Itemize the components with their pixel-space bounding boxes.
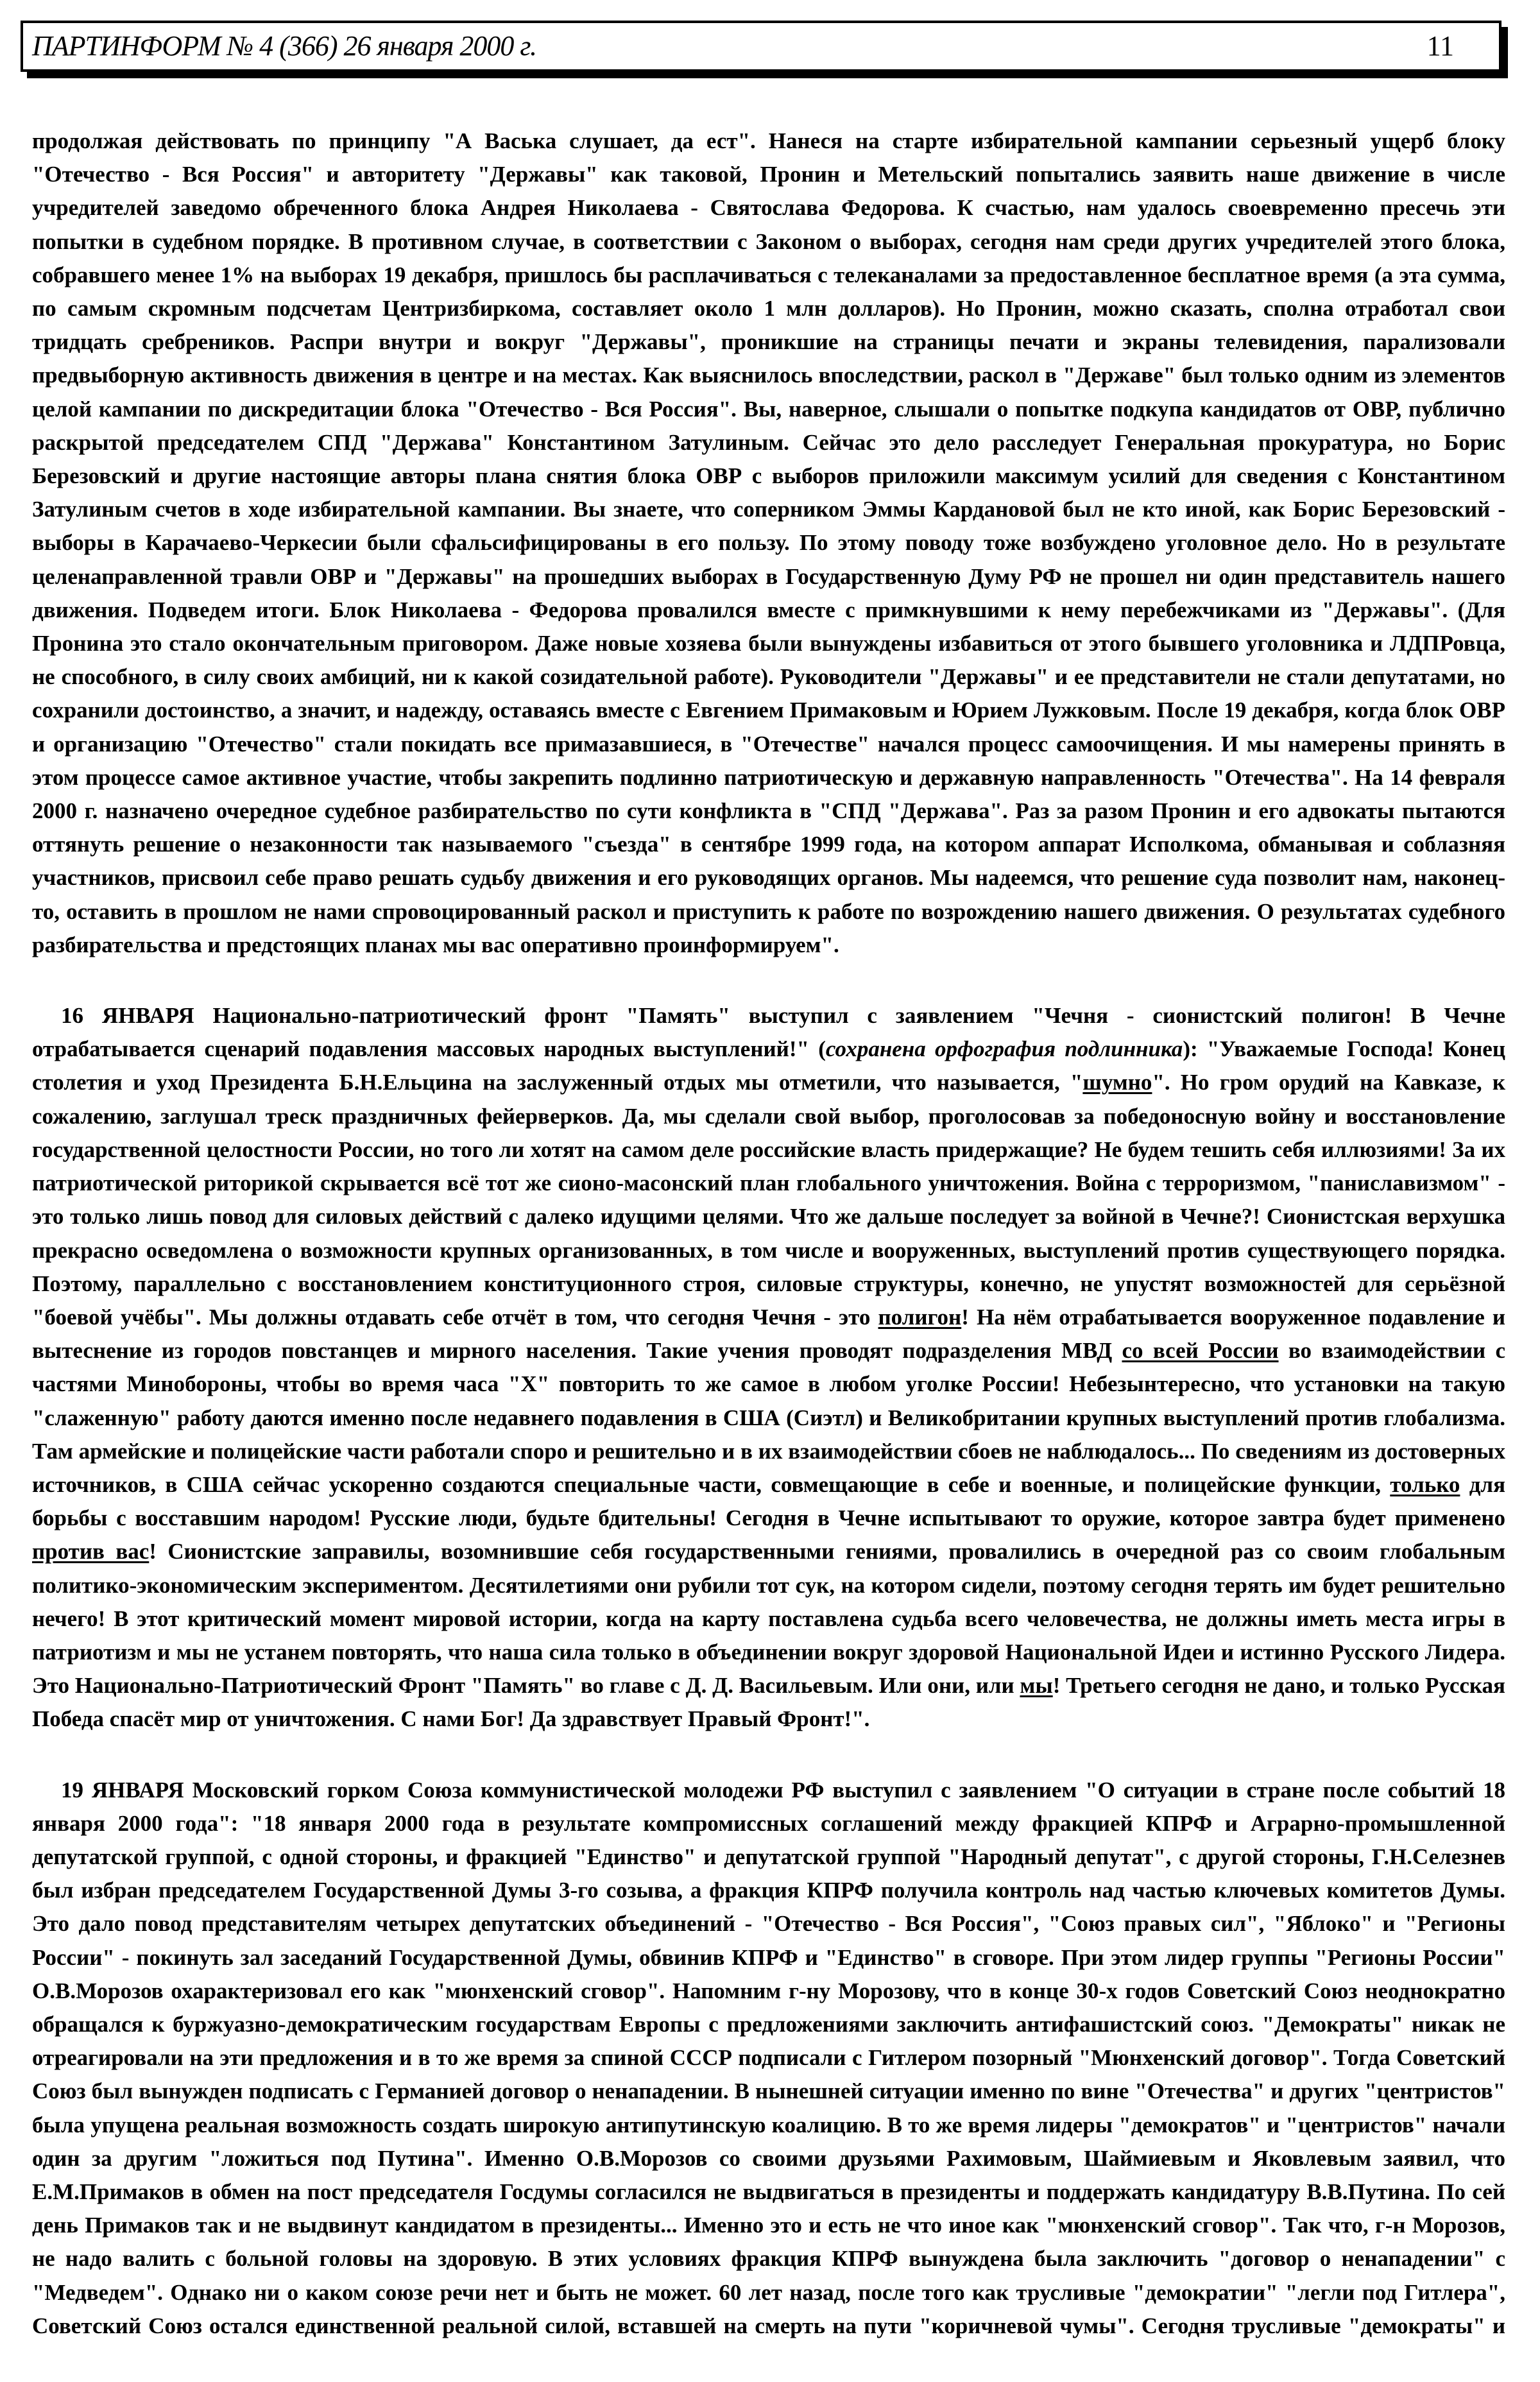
- page-header: [21, 21, 1502, 72]
- underlined-emphasis: шумно: [1082, 1070, 1152, 1095]
- underlined-emphasis: мы: [1020, 1673, 1053, 1699]
- text-segment: во взаимодействии с частями Минобороны, чтобы во время часа "Х" повторить то же самое в любом уголке России! Небезынтересно, что установки на такую "слаженную" работу даются именно после недавнего подавления в США (Сиэтл) и Великобритании крупных выступлений против глобализма. Там армейские и полицейские части работали споро и решительно и в их взаимодействии сбоев не наблюдалось... По сведениям из достоверных источников, в США сейчас ускоренно создаются специальные части, совмещающие в себе и военные, и полицейские функции,: [32, 1338, 1506, 1497]
- article-body: [32, 124, 1505, 2380]
- underlined-emphasis: со всей России: [1122, 1338, 1279, 1364]
- text-segment: для борьбы с восставшим народом! Русские люди, будьте бдительны! Сегодня в Чечне испытывают то оружие, которое завтра будет применено: [32, 1471, 1506, 1531]
- text-segment: ): "Уважаемые Господа! Конец столетия и уход Президента Б.Н.Ельцина на заслуженный отдых мы отметили, что называется, ": [32, 1036, 1505, 1095]
- paragraph-skm-statement: [32, 1774, 1505, 2343]
- text-segment: ". Но гром орудий на Кавказе, к сожалению, заглушал треск праздничных фейерверков. Да, мы сделали свой выбор, проголосовав за победоносную войну и восстановление государственной целостности России, но того ли хотят на самом деле российские власть придержащие? Не будем тешить себя иллюзиями! За их патриотической риторикой скрывается всё тот же сионо-масонский план глобального уничтожения. Война с терроризмом, "паниславизмом" - это только лишь повод для силовых действий с далеко идущими целями. Что же дальше последует за войной в Чечне?! Сионистская верхушка прекрасно осведомлена о возможности крупных организованных, в том числе и вооруженных, выступлений против существующего порядка. Поэтому, параллельно с восстановлением конституционного строя, силовые структуры, конечно, не упустят возможностей для серьёзной "боевой учёбы". Мы должны отдавать себе отчёт в том, что сегодня Чечня - это: [32, 1070, 1505, 1330]
- text-segment: ! Третьего сегодня не дано, и только Русская Победа спасёт мир от уничтожения. С нами Бог! Да здравствует Правый Фронт!".: [32, 1673, 1505, 1732]
- text-segment: 19 ЯНВАРЯ Московский горком Союза коммунистической молодежи РФ выступил с заявлением "О ситуации в стране после событий 18 января 2000 года": "18 января 2000 года в результате компромиссных соглашений между фракцией КПРФ и Аграрно-промышленной депутатской группой, с одной стороны, и фракцией "Единство" и депутатской группой "Народный депутат", с другой стороны, Г.Н.Селезнев был избран председателем Государственной Думы 3-го созыва, а фракция КПРФ получила контроль над частью ключевых комитетов Думы. Это дало повод представителям четырех депутатских объединений - "Отечество - Вся Россия", "Союз правых сил", "Яблоко" и "Регионы России" - покинуть зал заседаний Государственной Думы, обвинив КПРФ и "Единство" в сговоре. При этом лидер группы "Регионы России" О.В.Морозов охарактеризовал его как "мюнхенский сговор". Напомним г-ну Морозову, что в конце 30-х годов Советский Союз неоднократно обращался к буржуазно-демократическим государствам Европы с предложениями заключить антифашистский союз. "Демократы" никак не отреагировали на эти предложения и в то же время за спиной СССР подписали с Гитлером позорный "Мюнхенский договор". Тогда Советский Союз был вынужден подписать с Германией договор о ненападении. В нынешней ситуации именно по вине "Отечества" и других "центристов" была упущена реальная возможность создать широкую антипутинскую коалицию. В то же время лидеры "демократов" и "центристов" начали один за другим "ложиться под Путина". Именно О.В.Морозов со своими друзьями Рахимовым, Шаймиевым и Яковлевым заявил, что Е.М.Примаков в обмен на пост председателя Госдумы согласился не выдвигаться в президенты и поддержать кандидатуру В.В.Путина. По сей день Примаков так и не выдвинут кандидатом в президенты... Именно это и есть не что иное как "мюнхенский сговор". Так что, г-н Морозов, не надо валить с больной головы на здоровую. В этих условиях фракция КПРФ вынуждена была заключить "договор о ненападении" с "Медведем". Однако ни о каком союзе речи нет и быть не может. 60 лет назад, после того как трусливые "демократии" "легли под Гитлера", Советский Союз остался единственной реальной силой, вставшей на смерть на пути "коричневой чумы". Сегодня трусливые "демократы" и: [32, 1777, 1505, 2338]
- text-segment: ! Сионистские заправилы, возомнившие себя государственными гениями, провалились в очередной раз со своим глобальным политико-экономическим экспериментом. Десятилетиями они рубили тот сук, на котором сидели, поэтому сегодня терять им будет решительно нечего! В этот критический момент мировой истории, когда на карту поставлена судьба всего человечества, не должны иметь места игры в патриотизм и мы не устанем повторять, что наша сила только в объединении вокруг здоровой Национальной Идеи и истинно Русского Лидера. Это Национально-Патриотический Фронт "Память" во главе с Д. Д. Васильевым. Или они, или: [32, 1539, 1505, 1699]
- paragraph-continuation: [32, 124, 1505, 962]
- underlined-emphasis: полигон: [878, 1304, 962, 1330]
- text-segment: 16 ЯНВАРЯ Национально-патриотический фронт "Память" выступил с заявлением "Чечня - сионистский полигон! В Чечне отрабатывается сценарий подавления массовых народных выступлений!" (: [32, 1003, 1505, 1062]
- underlined-emphasis: только: [1390, 1471, 1460, 1497]
- page-number: 11: [1426, 30, 1454, 62]
- text-segment: ! На нём отрабатывается вооруженное подавление и вытеснение из городов повстанцев и мирного населения. Такие учения проводят подразделения МВД: [32, 1304, 1505, 1364]
- italic-note: сохранена орфография подлинника: [825, 1036, 1183, 1062]
- text-segment: продолжая действовать по принципу "А Васька слушает, да ест". Нанеся на старте избирательной кампании серьезный ущерб блоку "Отечество - Вся Россия" и авторитету "Державы" как таковой, Пронин и Метельский попытались заявить наше движение в числе учредителей заведомо обреченного блока Андрея Николаева - Святослава Федорова. К счастью, нам удалось своевременно пресечь эти попытки в судебном порядке. В противном случае, в соответствии с Законом о выборах, сегодня нам среди других учредителей этого блока, собравшего менее 1% на выборах 19 декабря, пришлось бы расплачиваться с телеканалами за предоставленное бесплатное время (а эта сумма, по самым скромным подсчетам Центризбиркома, составляет около 1 млн долларов). Но Пронин, можно сказать, сполна отработал свои тридцать сребреников. Распри внутри и вокруг "Державы", проникшие на страницы печати и экраны телевидения, парализовали предвыборную активность движения в центре и на местах. Как выяснилось впоследствии, раскол в "Державе" был только одним из элементов целой кампании по дискредитации блока "Отечество - Вся Россия". Вы, наверное, слышали о попытке подкупа кандидатов от ОВР, публично раскрытой председателем СПД "Держава" Константином Затулиным. Сейчас это дело расследует Генеральная прокуратура, но Борис Березовский и другие настоящие авторы плана снятия блока ОВР с выборов приложили максимум усилий для сведения с Константином Затулиным счетов в ходе избирательной кампании. Вы знаете, что соперником Эммы Кардановой был не кто иной, как Борис Березовский - выборы в Карачаево-Черкесии были сфальсифицированы в его пользу. По этому поводу тоже возбуждено уголовное дело. Но в результате целенаправленной травли ОВР и "Державы" на прошедших выборах в Государственную Думу РФ не прошел ни один представитель нашего движения. Подведем итоги. Блок Николаева - Федорова провалился вместе с примкнувшими к нему перебежчиками из "Державы". (Для Пронина это стало окончательным приговором. Даже новые хозяева были вынуждены избавиться от этого бывшего уголовника и ЛДПРовца, не способного, в силу своих амбиций, ни к какой созидательной работе). Руководители "Державы" и ее представители не стали депутатами, но сохранили достоинство, а значит, и надежду, оставаясь вместе с Евгением Примаковым и Юрием Лужковым. После 19 декабря, когда блок ОВР и организацию "Отечество" стали покидать все примазавшиеся, в "Отечестве" начался процесс самоочищения. И мы намерены принять в этом процессе самое активное участие, чтобы закрепить подлинно патриотическую и державную направленность "Отечества". На 14 февраля 2000 г. назначено очередное судебное разбирательство по сути конфликта в "СПД "Держава". Раз за разом Пронин и его адвокаты пытаются оттянуть решение о незаконности так называемого "съезда" в сентябре 1999 года, на котором аппарат Исполкома, обманывая и соблазняя участников, присвоил себе право решать судьбу движения и его руководящих органов. Мы надеемся, что решение суда позволит нам, наконец-то, оставить в прошлом не нами спровоцированный раскол и приступить к работе по возрождению нашего движения. О результатах судебного разбирательства и предстоящих планах мы вас оперативно проинформируем".: [32, 128, 1505, 957]
- underlined-emphasis: против вас: [32, 1539, 150, 1564]
- publication-title: ПАРТИНФОРМ № 4 (366) 26 января 2000 г.: [32, 30, 537, 62]
- paragraph-pamyat-statement: [32, 999, 1505, 1736]
